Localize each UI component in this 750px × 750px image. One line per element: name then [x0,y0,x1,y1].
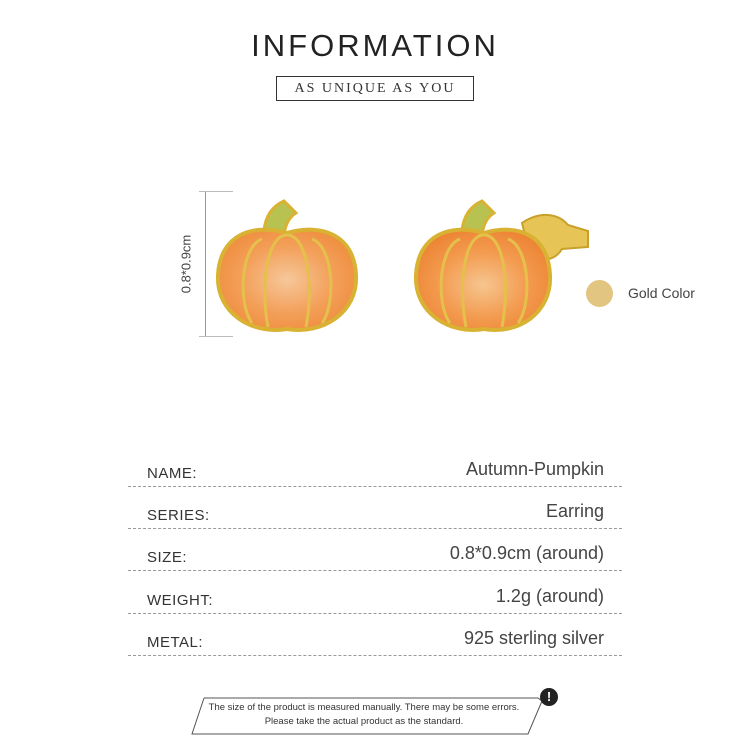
gold-color-swatch[interactable] [586,280,613,307]
spec-row-series [128,488,622,529]
dimension-label: 0.8*0.9cm [178,234,194,294]
spec-value: Earring [545,501,604,521]
spec-value: 925 sterling silver [463,628,604,648]
subtitle-box: AS UNIQUE AS YOU [276,76,474,101]
dimension-tick-top [199,191,233,192]
exclamation-icon: ! [540,688,558,706]
spec-label: SERIES: [147,507,210,524]
disclaimer-note [190,697,550,735]
spec-row-name [128,446,622,487]
spec-row-metal [128,615,622,656]
pumpkin-earring-front-image [212,195,362,340]
spec-value: 0.8*0.9cm (around) [449,543,604,563]
dimension-line [205,191,206,337]
spec-row-size [128,530,622,571]
spec-label: SIZE: [147,549,188,566]
spec-label: NAME: [147,465,198,482]
pumpkin-earring-side-image [412,195,592,340]
color-option-label: Gold Color [628,285,695,301]
note-text [190,701,538,729]
note-line-2: Please take the actual product as the standard. [264,716,464,727]
spec-value: 1.2g (around) [495,586,604,606]
spec-label: METAL: [147,634,204,651]
note-line-1: The size of the product is measured manually. There may be some errors. [208,702,520,713]
spec-value: Autumn-Pumpkin [465,459,604,479]
spec-row-weight [128,573,622,614]
page-title: INFORMATION [251,28,499,63]
spec-label: WEIGHT: [147,592,213,609]
